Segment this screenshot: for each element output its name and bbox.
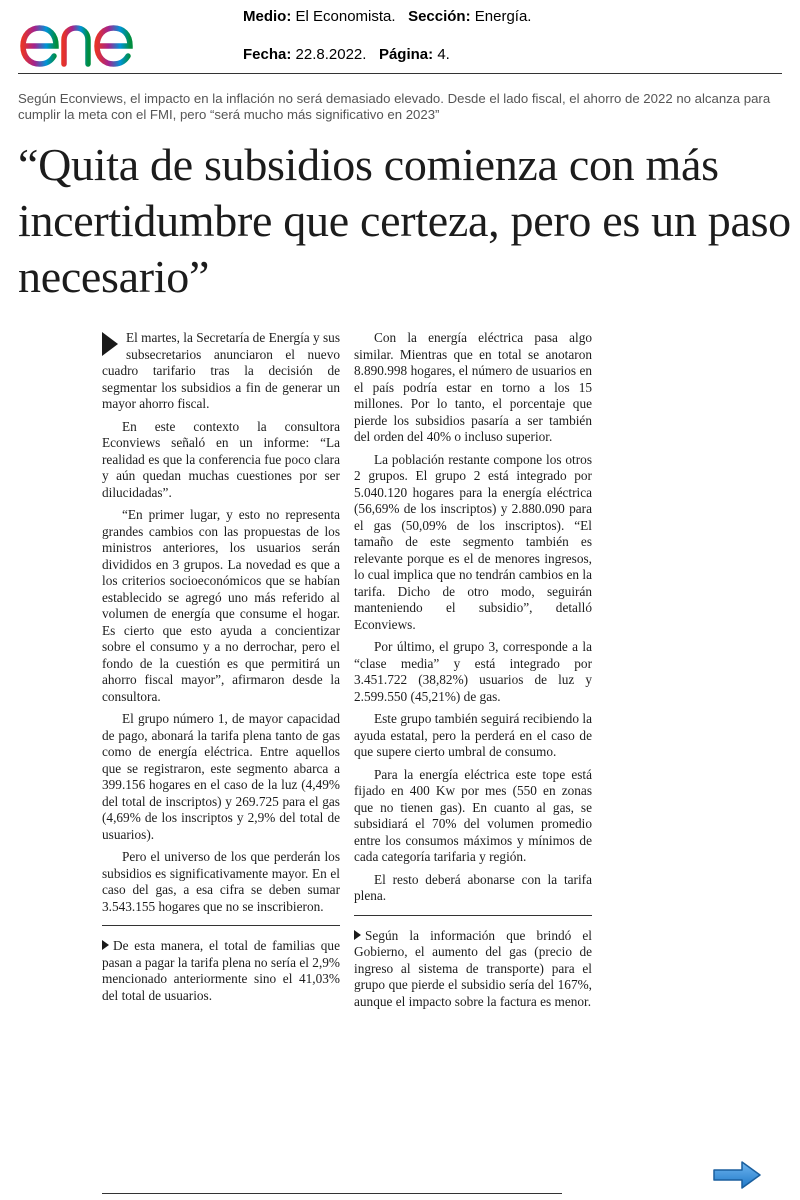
medio-value: El Economista. bbox=[295, 8, 396, 25]
article-paragraph: Por último, el grupo 3, corresponde a la “clase media” y está integrado por 3.451.722 (38,82%) usuarios de luz y 2.599.550 (45,21%) de gas. bbox=[354, 639, 592, 704]
highlight-marker-icon bbox=[354, 930, 361, 940]
article-column-left bbox=[102, 330, 340, 1010]
article-paragraph: En este contexto la consultora Econviews señaló en un informe: “La realidad es que la conferencia fue poco clara y aún quedan muchas cuestiones por ser dilucidadas”. bbox=[102, 418, 340, 500]
seccion-label: Sección: bbox=[408, 8, 471, 25]
article-column-right bbox=[354, 330, 592, 1016]
article-paragraph: La población restante compone los otros 2 grupos. El grupo 2 está integrado por 5.040.120 hogares para la energía eléctrica (56,69% de los inscriptos) y 2.880.090 para el gas (50,09% de los inscriptos). “El tamaño de este segmento también es relevante porque es el de menores ingresos, lo cual implica que no tendrán cambios en la tarifa. Dicho de otro modo, seguirán manteniendo el subsidio”, detalló Econviews. bbox=[354, 451, 592, 632]
pagina-value: 4. bbox=[437, 46, 450, 63]
paragraph-marker-icon bbox=[102, 332, 118, 356]
article-paragraph: El martes, la Secretaría de Energía y sus subsecretarios anunciaron el nuevo cuadro tarifario tras la decisión de segmentar los subsidios a fin de generar un mayor ahorro fiscal. bbox=[102, 330, 340, 411]
article-paragraph: Pero el universo de los que perderán los subsidios es significativamente mayor. En el caso del gas, a esa cifra se deben sumar 3.543.155 hogares que no se inscribieron. bbox=[102, 849, 340, 914]
article-headline: “Quita de subsidios comienza con más incertidumbre que certeza, pero es un paso necesario” bbox=[18, 139, 791, 302]
article-paragraph: El resto deberá abonarse con la tarifa plena. bbox=[354, 871, 592, 903]
enel-logo bbox=[18, 6, 168, 68]
seccion-value: Energía. bbox=[474, 8, 532, 25]
article-paragraph: Este grupo también seguirá recibiendo la ayuda estatal, pero la perderá en el caso de que supere cierto umbral de consumo. bbox=[354, 711, 592, 759]
column-divider bbox=[102, 925, 340, 926]
fecha-label: Fecha: bbox=[243, 46, 292, 63]
highlight-paragraph: Según la información que brindó el Gobierno, el aumento del gas (precio de ingreso al sistema de transporte) para el grupo que pierde el subsidio sería del 167%, aunque el impacto sobre la factura es menor. bbox=[354, 927, 592, 1009]
fecha-value: 22.8.2022. bbox=[295, 46, 367, 63]
pagina-label: Página: bbox=[378, 46, 434, 63]
footer-divider bbox=[102, 1193, 562, 1194]
article-paragraph: El grupo número 1, de mayor capacidad de pago, abonará la tarifa plena tanto de gas como de energía eléctrica. Entre aquellos que se registraron, este segmento abarca a 399.156 hogares en el caso de la luz (4,49% del total de inscriptos) y 269.725 para el gas (4,69% de los inscriptos y 2,9% del total de usuarios). bbox=[102, 711, 340, 842]
highlight-marker-icon bbox=[102, 940, 109, 950]
clipping-metadata bbox=[243, 6, 531, 74]
article-paragraph: Con la energía eléctrica pasa algo similar. Mientras que en total se anotaron 8.890.998 hogares, el número de usuarios en el país podría estar en torno a los 15 millones. Por lo tanto, el porcentaje que pierde los subsidios pasaría a ser también del orden del 40% o incluso superior. bbox=[354, 330, 592, 444]
column-divider bbox=[354, 915, 592, 916]
article-paragraph: “En primer lugar, y esto no representa grandes cambios con las propuestas de los ministros anteriores, los usuarios serán divididos en 3 grupos. La novedad es que a los criterios socioeconómicos que se habían establecido se agregó uno más referido al volumen de energía que consume el hogar. Es cierto que esto ayuda a concientizar sobre el consumo y a no derrochar, pero el fondo de la cuestión es que permitirá un ahorro fiscal mayor”, afirmaron desde la consultora. bbox=[102, 507, 340, 704]
highlight-paragraph: De esta manera, el total de familias que pasan a pagar la tarifa plena no sería el 2,9% mencionado anteriormente sino el 41,03% del total de usuarios. bbox=[102, 938, 340, 1003]
article-paragraph: Para la energía eléctrica este tope está fijado en 400 Kw por mes (550 en zonas que no tienen gas). En cuanto al gas, se subsidiará el 70% del volumen promedio entre los consumos máximos y mínimos de cada categoría tarifaria y región. bbox=[354, 766, 592, 864]
medio-label: Medio: bbox=[243, 8, 292, 25]
header-divider bbox=[18, 73, 782, 74]
right-arrow-icon[interactable] bbox=[712, 1160, 762, 1190]
article-kicker: Según Econviews, el impacto en la inflación no será demasiado elevado. Desde el lado fiscal, el ahorro de 2022 no alcanza para cumplir la meta con el FMI, pero “será mucho más significativo en 2023” bbox=[18, 91, 771, 122]
